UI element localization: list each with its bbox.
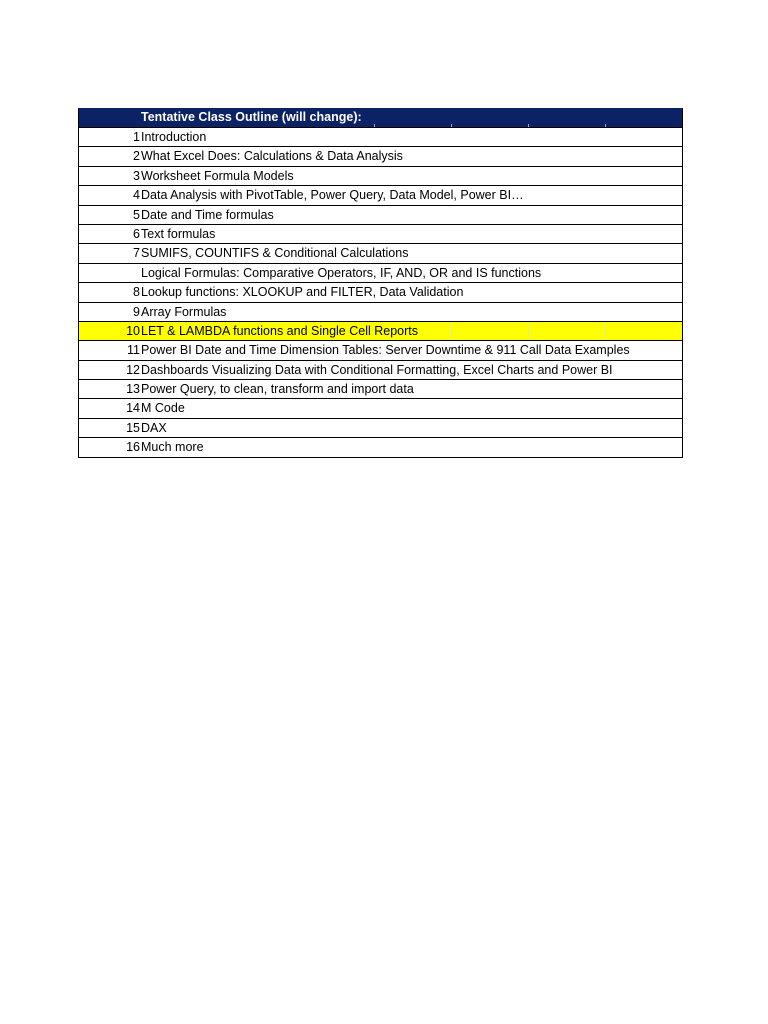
outline-row-number: 8: [133, 285, 140, 300]
outline-row-text: DAX: [141, 420, 167, 435]
outline-row: [79, 185, 682, 204]
outline-row-number: 9: [133, 304, 140, 319]
outline-header: [79, 108, 682, 127]
outline-row: [79, 360, 682, 379]
cell-gridline: [528, 322, 529, 340]
outline-row-number: 16: [126, 440, 140, 455]
outline-rows: [79, 127, 682, 457]
outline-row-text: Data Analysis with PivotTable, Power Query, Data Model, Power BI…: [141, 188, 524, 203]
outline-row-number: 1: [133, 130, 140, 144]
outline-row-number: 12: [126, 362, 140, 377]
outline-row: [79, 379, 682, 398]
outline-row-number: 4: [133, 188, 140, 203]
class-outline-table: [78, 108, 683, 458]
outline-row-text: What Excel Does: Calculations & Data Analysis: [141, 149, 403, 164]
outline-row: [79, 224, 682, 243]
outline-row-number: 2: [133, 149, 140, 164]
outline-row-text: Date and Time formulas: [141, 207, 274, 222]
outline-row-text: SUMIFS, COUNTIFS & Conditional Calculations: [141, 246, 409, 261]
outline-row-text: Dashboards Visualizing Data with Conditional Formatting, Excel Charts and Power BI: [141, 362, 613, 377]
outline-row-text: Text formulas: [141, 226, 216, 241]
outline-row: [79, 302, 682, 321]
outline-row: [79, 127, 682, 146]
outline-row: [79, 205, 682, 224]
outline-row: [79, 340, 682, 359]
outline-row-text: Introduction: [141, 130, 207, 144]
outline-row-number: 13: [126, 382, 140, 397]
outline-row: [79, 398, 682, 417]
outline-row-text: Logical Formulas: Comparative Operators, IF, AND, OR and IS functions: [141, 265, 542, 280]
outline-row-text: Much more: [141, 440, 204, 455]
outline-row-text: Power Query, to clean, transform and import data: [141, 382, 414, 397]
outline-row: [79, 166, 682, 185]
outline-row-number: 15: [126, 420, 140, 435]
outline-row-text: Array Formulas: [141, 304, 227, 319]
outline-row-text: Lookup functions: XLOOKUP and FILTER, Data Validation: [141, 285, 464, 300]
outline-title: Tentative Class Outline (will change):: [141, 110, 362, 124]
outline-row-number: 7: [133, 246, 140, 261]
outline-row-number: 10: [126, 323, 140, 338]
outline-row-number: 3: [133, 168, 140, 183]
outline-row-highlighted: [79, 321, 682, 340]
outline-row-text: Power BI Date and Time Dimension Tables: Server Downtime & 911 Call Data Examples: [141, 343, 630, 358]
outline-row-number: 6: [133, 226, 140, 241]
outline-row: [79, 263, 682, 282]
outline-row: [79, 418, 682, 437]
outline-row: [79, 146, 682, 165]
outline-row: [79, 243, 682, 262]
cell-gridline: [451, 322, 452, 340]
outline-row-number: 5: [133, 207, 140, 222]
outline-row: [79, 282, 682, 301]
outline-row-number: 14: [126, 401, 140, 416]
outline-row: [79, 437, 682, 456]
outline-row-number: 11: [127, 343, 140, 358]
outline-row-text: LET & LAMBDA functions and Single Cell Reports: [141, 323, 418, 338]
outline-row-text: Worksheet Formula Models: [141, 168, 294, 183]
cell-gridline: [605, 322, 606, 340]
outline-row-text: M Code: [141, 401, 185, 416]
